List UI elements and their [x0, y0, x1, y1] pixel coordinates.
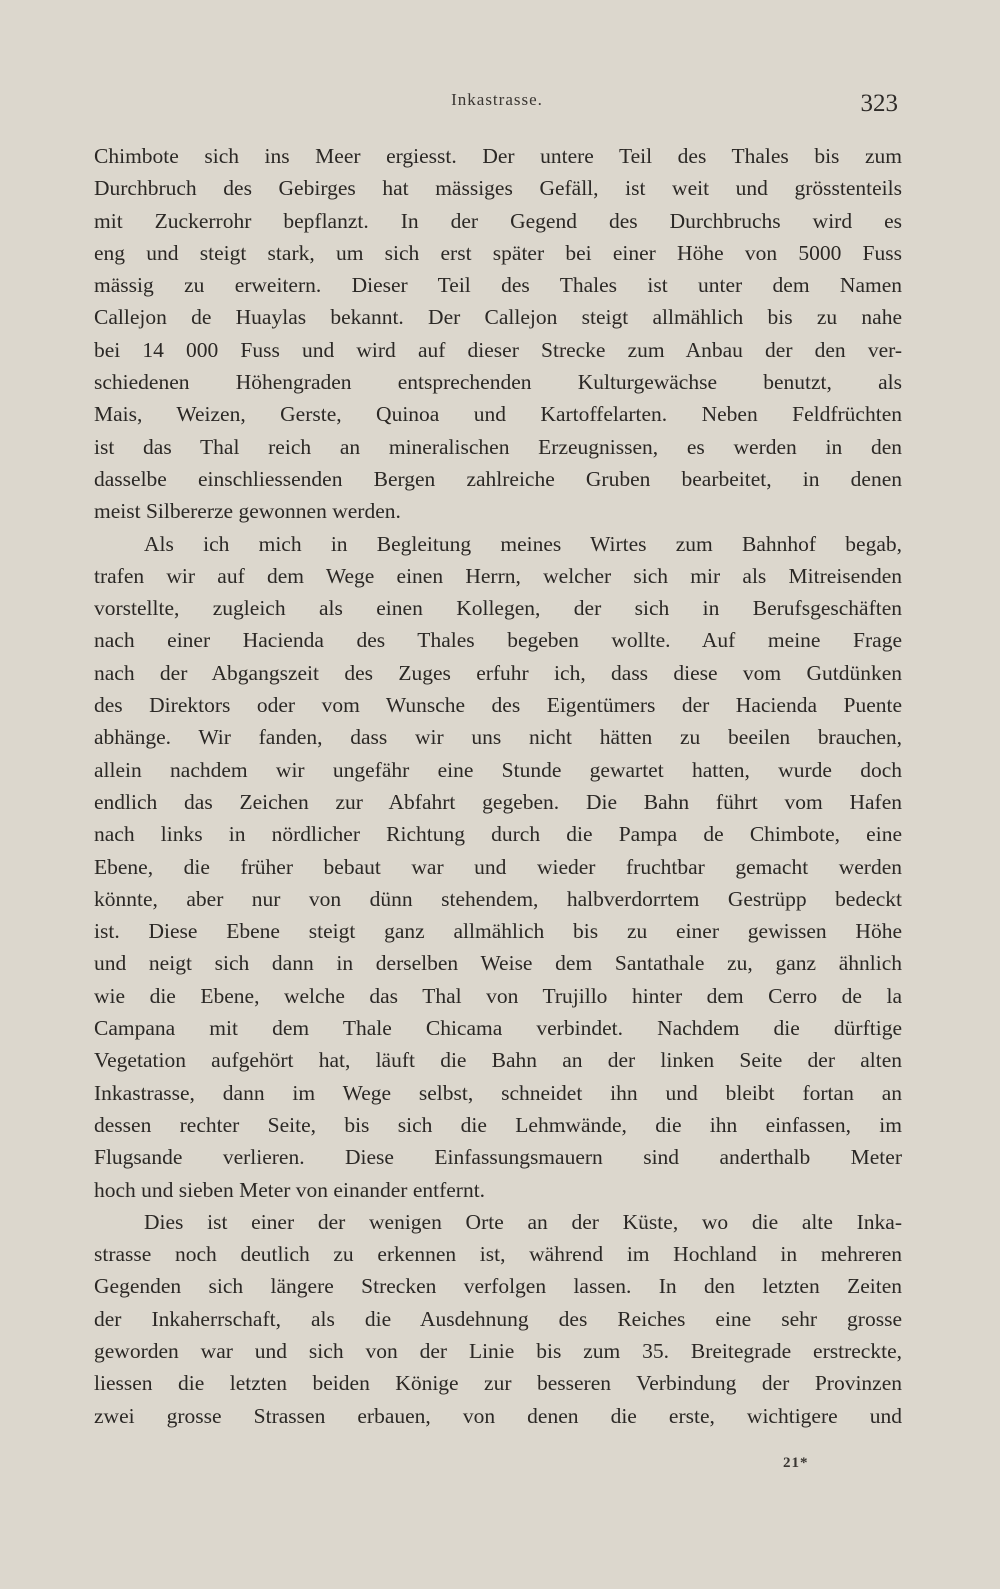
- text-line: liessen die letzten beiden Könige zur besseren Verbindung der Provinzen: [94, 1371, 902, 1396]
- text-line: geworden war und sich von der Linie bis zum 35. Breitegrade erstreckte,: [94, 1338, 902, 1363]
- text-line: Gegenden sich längere Strecken verfolgen lassen. In den letzten Zeiten: [94, 1274, 902, 1299]
- text-line: und neigt sich dann in derselben Weise dem Santathale zu, ganz ähnlich: [94, 951, 902, 976]
- text-line: könnte, aber nur von dünn stehendem, halbverdorrtem Gestrüpp bedeckt: [94, 886, 902, 911]
- text-line: mässig zu erweitern. Dieser Teil des Thales ist unter dem Namen: [94, 273, 902, 298]
- running-title: Inkastrasse.: [451, 90, 543, 109]
- text-line: schiedenen Höhengraden entsprechenden Kulturgewächse benutzt, als: [94, 370, 902, 395]
- text-line: vorstellte, zugleich als einen Kollegen, der sich in Berufsgeschäften: [94, 596, 902, 621]
- text-line: nach der Abgangszeit des Zuges erfuhr ich, dass diese vom Gutdünken: [94, 660, 902, 685]
- text-line: hoch und sieben Meter von einander entfernt.: [94, 1177, 486, 1202]
- text-line: eng und steigt stark, um sich erst später bei einer Höhe von 5000 Fuss: [94, 240, 902, 265]
- text-line: Flugsande verlieren. Diese Einfassungsmauern sind anderthalb Meter: [94, 1145, 902, 1170]
- text-line: Vegetation aufgehört hat, läuft die Bahn an der linken Seite der alten: [94, 1048, 902, 1073]
- text-line: Als ich mich in Begleitung meines Wirtes zum Bahnhof begab,: [144, 531, 902, 556]
- text-line: dasselbe einschliessenden Bergen zahlreiche Gruben bearbeitet, in denen: [94, 466, 902, 491]
- text-line: Dies ist einer der wenigen Orte an der Küste, wo die alte Inka-: [144, 1209, 902, 1234]
- text-line: Campana mit dem Thale Chicama verbindet. Nachdem die dürftige: [94, 1016, 902, 1041]
- signature-mark: 21*: [783, 1455, 809, 1471]
- text-line: meist Silbererze gewonnen werden.: [94, 499, 401, 524]
- text-line: Chimbote sich ins Meer ergiesst. Der untere Teil des Thales bis zum: [94, 144, 902, 168]
- running-head: [96, 90, 898, 118]
- text-line: ist das Thal reich an mineralischen Erzeugnissen, es werden in den: [94, 434, 902, 459]
- text-line: endlich das Zeichen zur Abfahrt gegeben. Die Bahn führt vom Hafen: [94, 789, 902, 814]
- text-line: ist. Diese Ebene steigt ganz allmählich bis zu einer gewissen Höhe: [94, 919, 902, 944]
- text-line: der Inkaherrschaft, als die Ausdehnung des Reiches eine sehr grosse: [94, 1306, 902, 1331]
- text-line: dessen rechter Seite, bis sich die Lehmwände, die ihn einfassen, im: [94, 1112, 902, 1137]
- body-text: [94, 140, 902, 1432]
- text-line: abhänge. Wir fanden, dass wir uns nicht hätten zu beeilen brauchen,: [94, 725, 902, 750]
- text-line: zwei grosse Strassen erbauen, von denen die erste, wichtigere und: [94, 1403, 902, 1428]
- text-line: wie die Ebene, welche das Thal von Trujillo hinter dem Cerro de la: [94, 983, 902, 1008]
- text-line: strasse noch deutlich zu erkennen ist, während im Hochland in mehreren: [94, 1242, 902, 1267]
- text-line: Callejon de Huaylas bekannt. Der Callejon steigt allmählich bis zu nahe: [94, 305, 902, 330]
- text-line: allein nachdem wir ungefähr eine Stunde gewartet hatten, wurde doch: [94, 757, 902, 782]
- text-line: Inkastrasse, dann im Wege selbst, schneidet ihn und bleibt fortan an: [94, 1080, 902, 1105]
- text-line: nach einer Hacienda des Thales begeben wollte. Auf meine Frage: [94, 628, 902, 653]
- text-line: nach links in nördlicher Richtung durch die Pampa de Chimbote, eine: [94, 822, 902, 847]
- text-line: Durchbruch des Gebirges hat mässiges Gefäll, ist weit und grösstenteils: [94, 176, 902, 201]
- text-line: mit Zuckerrohr bepflanzt. In der Gegend des Durchbruchs wird es: [94, 208, 902, 233]
- text-line: des Direktors oder vom Wunsche des Eigentümers der Hacienda Puente: [94, 693, 902, 718]
- text-line: Ebene, die früher bebaut war und wieder fruchtbar gemacht werden: [94, 854, 902, 879]
- text-line: trafen wir auf dem Wege einen Herrn, welcher sich mir als Mitreisenden: [94, 563, 902, 588]
- text-line: Mais, Weizen, Gerste, Quinoa und Kartoffelarten. Neben Feldfrüchten: [94, 402, 902, 427]
- page-number: 323: [860, 90, 898, 117]
- text-line: bei 14 000 Fuss und wird auf dieser Strecke zum Anbau der den ver-: [94, 337, 902, 362]
